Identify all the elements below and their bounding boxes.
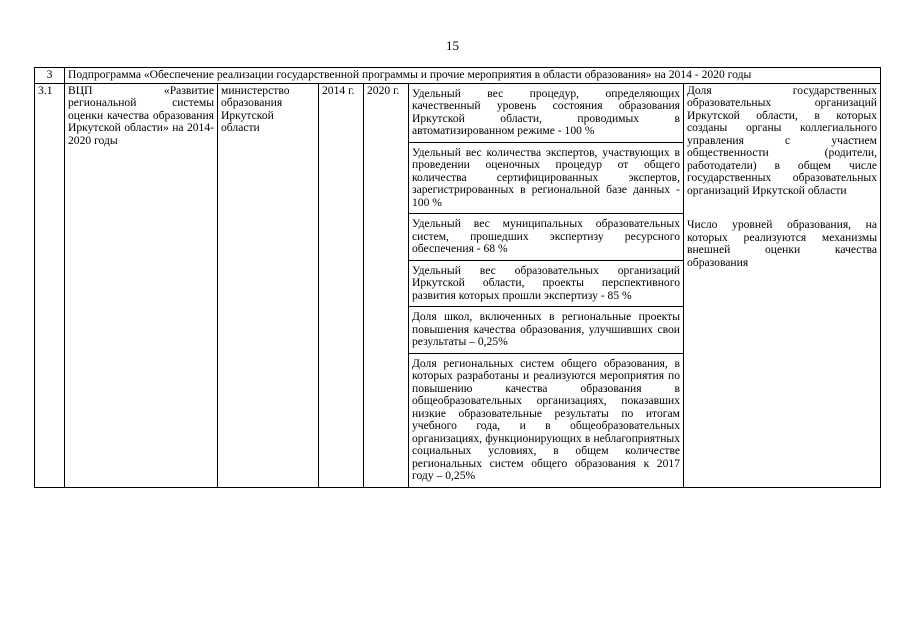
- program-name: ВЦП «Развитие региональной системы оценки качества образования Иркутской области» на 2014-2020 годы: [65, 83, 218, 487]
- indicator-item: Удельный вес процедур, определяющих качественный уровень состояния образования Иркутской области, проводимых в автоматизированном режиме - 100 %: [409, 84, 683, 143]
- section-number: 3: [35, 68, 65, 84]
- indicator-item: Удельный вес количества экспертов, участвующих в проведении оценочных процедур от общего количества сертифицированных экспертов, зарегистрированных в региональной базе данных - 100 %: [409, 143, 683, 215]
- section-title: Подпрограмма «Обеспечение реализации государственной программы и прочие мероприятия в области образования» на 2014 - 2020 годы: [65, 68, 881, 84]
- end-year: 2020 г.: [364, 83, 409, 487]
- executor: министерство образования Иркутской области: [218, 83, 319, 487]
- section-row: [35, 68, 881, 84]
- result-item: Доля государственных образовательных организаций Иркутской области, в которых созданы органы коллегиального управления с участием общественности (родители, работодатели) в общем числе государственных образовательных организаций Иркутской области: [687, 83, 877, 197]
- indicator-item: Доля региональных систем общего образования, в которых разработаны и реализуются мероприятия по повышению качества образования в общеобразовательных организациях, показавших низкие образовательные результаты по итогам учебного года, и в общеобразовательных организациях, функционирующих в неблагоприятных социальных условиях, в общем количестве региональных систем общего образования к 2017 году – 0,25%: [412, 356, 680, 483]
- indicators-cell: [409, 83, 684, 487]
- indicator-item: Удельный вес муниципальных образовательных систем, прошедших экспертизу ресурсного обеспечения - 68 %: [409, 214, 683, 261]
- row-number: 3.1: [35, 83, 65, 487]
- results-cell: [684, 83, 881, 487]
- page-number: 15: [446, 38, 459, 53]
- indicator-item: Удельный вес образовательных организаций Иркутской области, проекты перспективного развития которых прошли экспертизу - 85 %: [409, 261, 683, 308]
- indicator-item: Доля школ, включенных в региональные проекты повышения качества образования, улучшивших свои результаты – 0,25%: [409, 307, 683, 354]
- start-year: 2014 г.: [319, 83, 364, 487]
- table-row: [35, 83, 881, 487]
- program-table: [34, 67, 881, 488]
- result-item: Число уровней образования, на которых реализуются механизмы внешней оценки качества образования: [687, 218, 877, 269]
